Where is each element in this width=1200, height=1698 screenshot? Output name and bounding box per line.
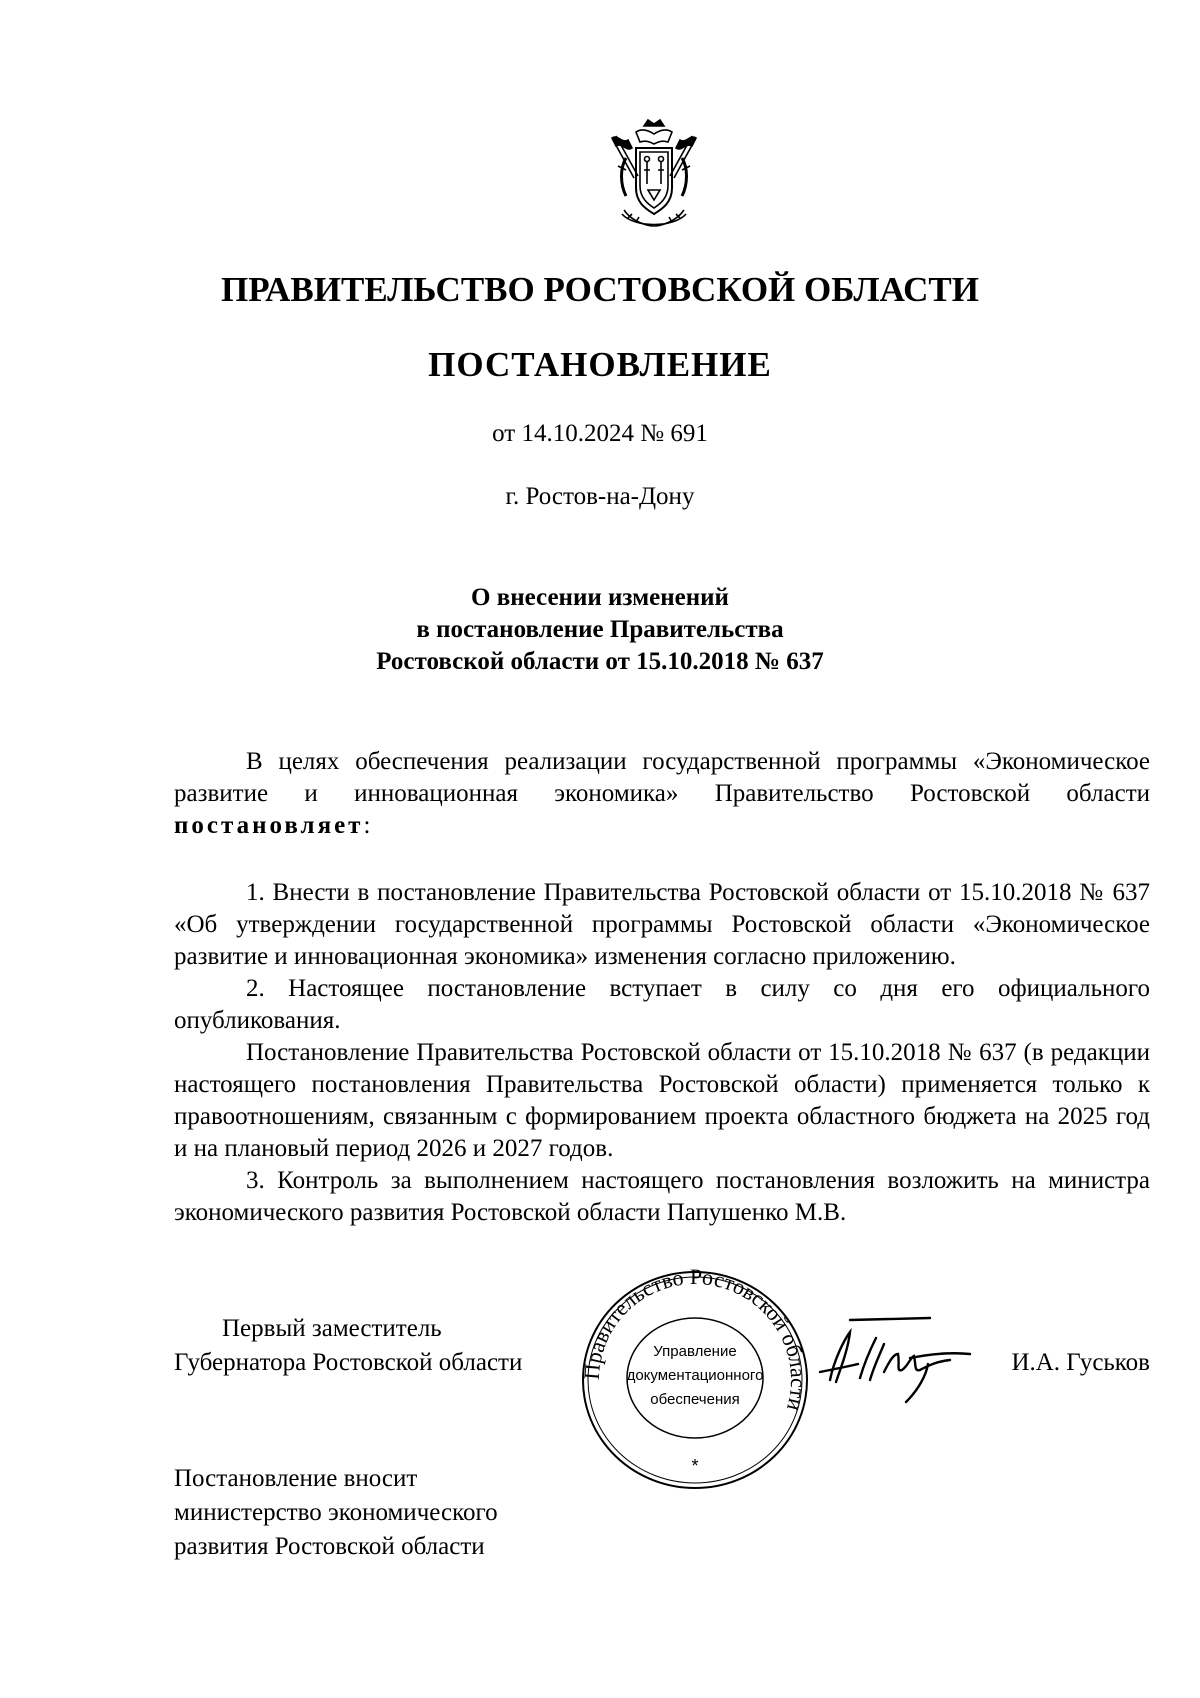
item-2: 2. Настоящее постановление вступает в силу со дня его официального опубликования.	[174, 975, 1150, 1034]
signatory-position	[174, 1312, 522, 1380]
decree-word: постановляет	[174, 812, 364, 839]
document-type-title: ПОСТАНОВЛЕНИЕ	[428, 345, 772, 384]
submitted-by-line-1: Постановление вносит	[174, 1465, 418, 1492]
coat-of-arms-icon	[604, 118, 704, 234]
subject-line-3: Ростовской области от 15.10.2018 № 637	[376, 648, 824, 675]
official-stamp	[570, 1260, 820, 1500]
submitted-by-line-2: министерство экономического	[174, 1499, 498, 1526]
stamp-ring-text: Правительство Ростовской области	[578, 1263, 812, 1414]
item-2-paragraph-2: Постановление Правительства Ростовской области от 15.10.2018 № 637 (в редакции настоящего постановления Правительства Ростовской области) применяется только к правоотношениям, связанным с формированием проекта областного бюджета на 2025 год и на плановый период 2026 и 2027 годов.	[174, 1039, 1150, 1162]
stamp-center-line-3: обеспечения	[650, 1391, 740, 1408]
signatory-position-line-1: Первый заместитель	[222, 1315, 442, 1342]
preamble-paragraph	[174, 746, 1150, 842]
document-date-number: от 14.10.2024 № 691	[492, 420, 708, 447]
stamp-star: *	[691, 1456, 699, 1476]
item-1: 1. Внести в постановление Правительства Ростовской области от 15.10.2018 № 637 «Об утверждении государственной программы Ростовской области «Экономическое развитие и инновационная экономика» изменения согласно приложению.	[174, 879, 1150, 970]
stamp-center-line-2: документационного	[626, 1367, 764, 1384]
document-city: г. Ростов-на-Дону	[505, 483, 695, 510]
submitted-by-note	[174, 1462, 498, 1564]
preamble-text: В целях обеспечения реализации государственной программы «Экономическое развитие и инновационная экономика» Правительство Ростовской области	[174, 748, 1150, 807]
preamble	[174, 746, 1150, 842]
signatory-name: И.А. Гуськов	[1011, 1349, 1150, 1376]
decree-items	[174, 877, 1150, 1229]
document-subject	[0, 582, 1200, 678]
signatory-position-line-2: Губернатора Ростовской области	[174, 1349, 523, 1376]
subject-line-2: в постановление Правительства	[416, 616, 784, 643]
item-3: 3. Контроль за выполнением настоящего постановления возложить на министра экономического развития Ростовской области Папушенко М.В.	[174, 1167, 1150, 1226]
stamp-center-line-1: Управление	[653, 1343, 737, 1360]
government-name: ПРАВИТЕЛЬСТВО РОСТОВСКОЙ ОБЛАСТИ	[221, 270, 979, 309]
handwritten-signature-icon	[810, 1310, 980, 1410]
submitted-by-line-3: развития Ростовской области	[174, 1533, 485, 1560]
preamble-colon: :	[363, 812, 371, 839]
subject-line-1: О внесении изменений	[471, 584, 729, 611]
